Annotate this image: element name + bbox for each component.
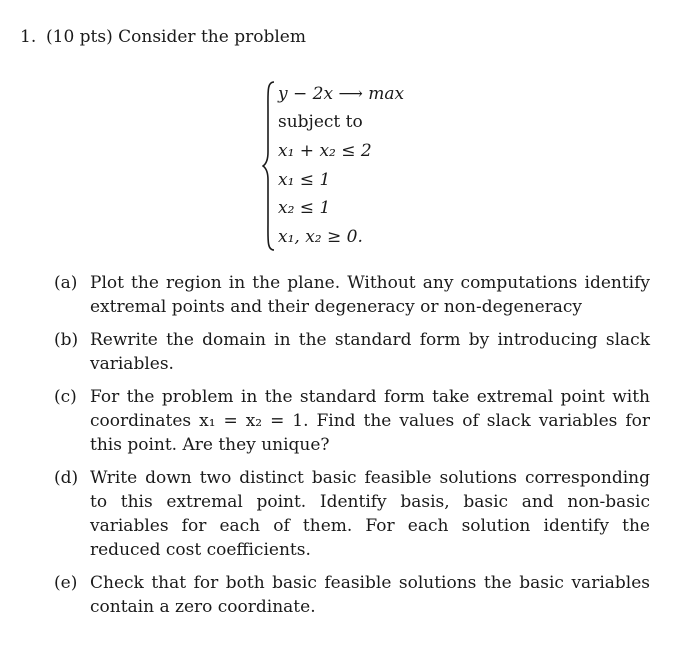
question-parts bbox=[54, 271, 650, 628]
constraint-nonneg: x₁, x₂ ≥ 0. bbox=[278, 227, 363, 247]
subject-to-line: subject to bbox=[278, 112, 363, 132]
part-b bbox=[54, 328, 650, 376]
problem-intro: (10 pts) Consider the problem bbox=[46, 27, 306, 47]
part-label: (e) bbox=[54, 573, 78, 593]
part-c bbox=[54, 385, 650, 457]
constraint-x1: x₁ ≤ 1 bbox=[278, 170, 331, 190]
constraint-x2: x₂ ≤ 1 bbox=[278, 198, 331, 218]
constraint-sum: x₁ + x₂ ≤ 2 bbox=[278, 141, 372, 161]
problem-header bbox=[20, 26, 306, 48]
part-label: (a) bbox=[54, 273, 78, 293]
part-text: Rewrite the domain in the standard form by introducing slack variables. bbox=[90, 330, 650, 374]
part-text: For the problem in the standard form take extremal point with coordinates x₁ = x₂ = 1. Find the values of slack variables for this point. Are they unique? bbox=[90, 387, 650, 455]
part-e bbox=[54, 571, 650, 619]
part-a bbox=[54, 271, 650, 319]
part-text: Write down two distinct basic feasible solutions corresponding to this extremal point. Identify basis, basic and non-basic variables for each of them. For each solution identify the reduced cost coefficients. bbox=[90, 468, 650, 560]
part-text: Check that for both basic feasible solutions the basic variables contain a zero coordinate. bbox=[90, 573, 650, 617]
part-label: (c) bbox=[54, 387, 77, 407]
part-d bbox=[54, 466, 650, 562]
left-brace bbox=[262, 80, 276, 252]
objective-line: y − 2x ⟶ max bbox=[278, 84, 405, 104]
part-label: (b) bbox=[54, 330, 79, 350]
part-label: (d) bbox=[54, 468, 79, 488]
constraint-system bbox=[262, 80, 442, 252]
part-text: Plot the region in the plane. Without any computations identify extremal points and their degeneracy or non-degeneracy bbox=[90, 273, 650, 317]
problem-number: 1. bbox=[20, 27, 37, 47]
